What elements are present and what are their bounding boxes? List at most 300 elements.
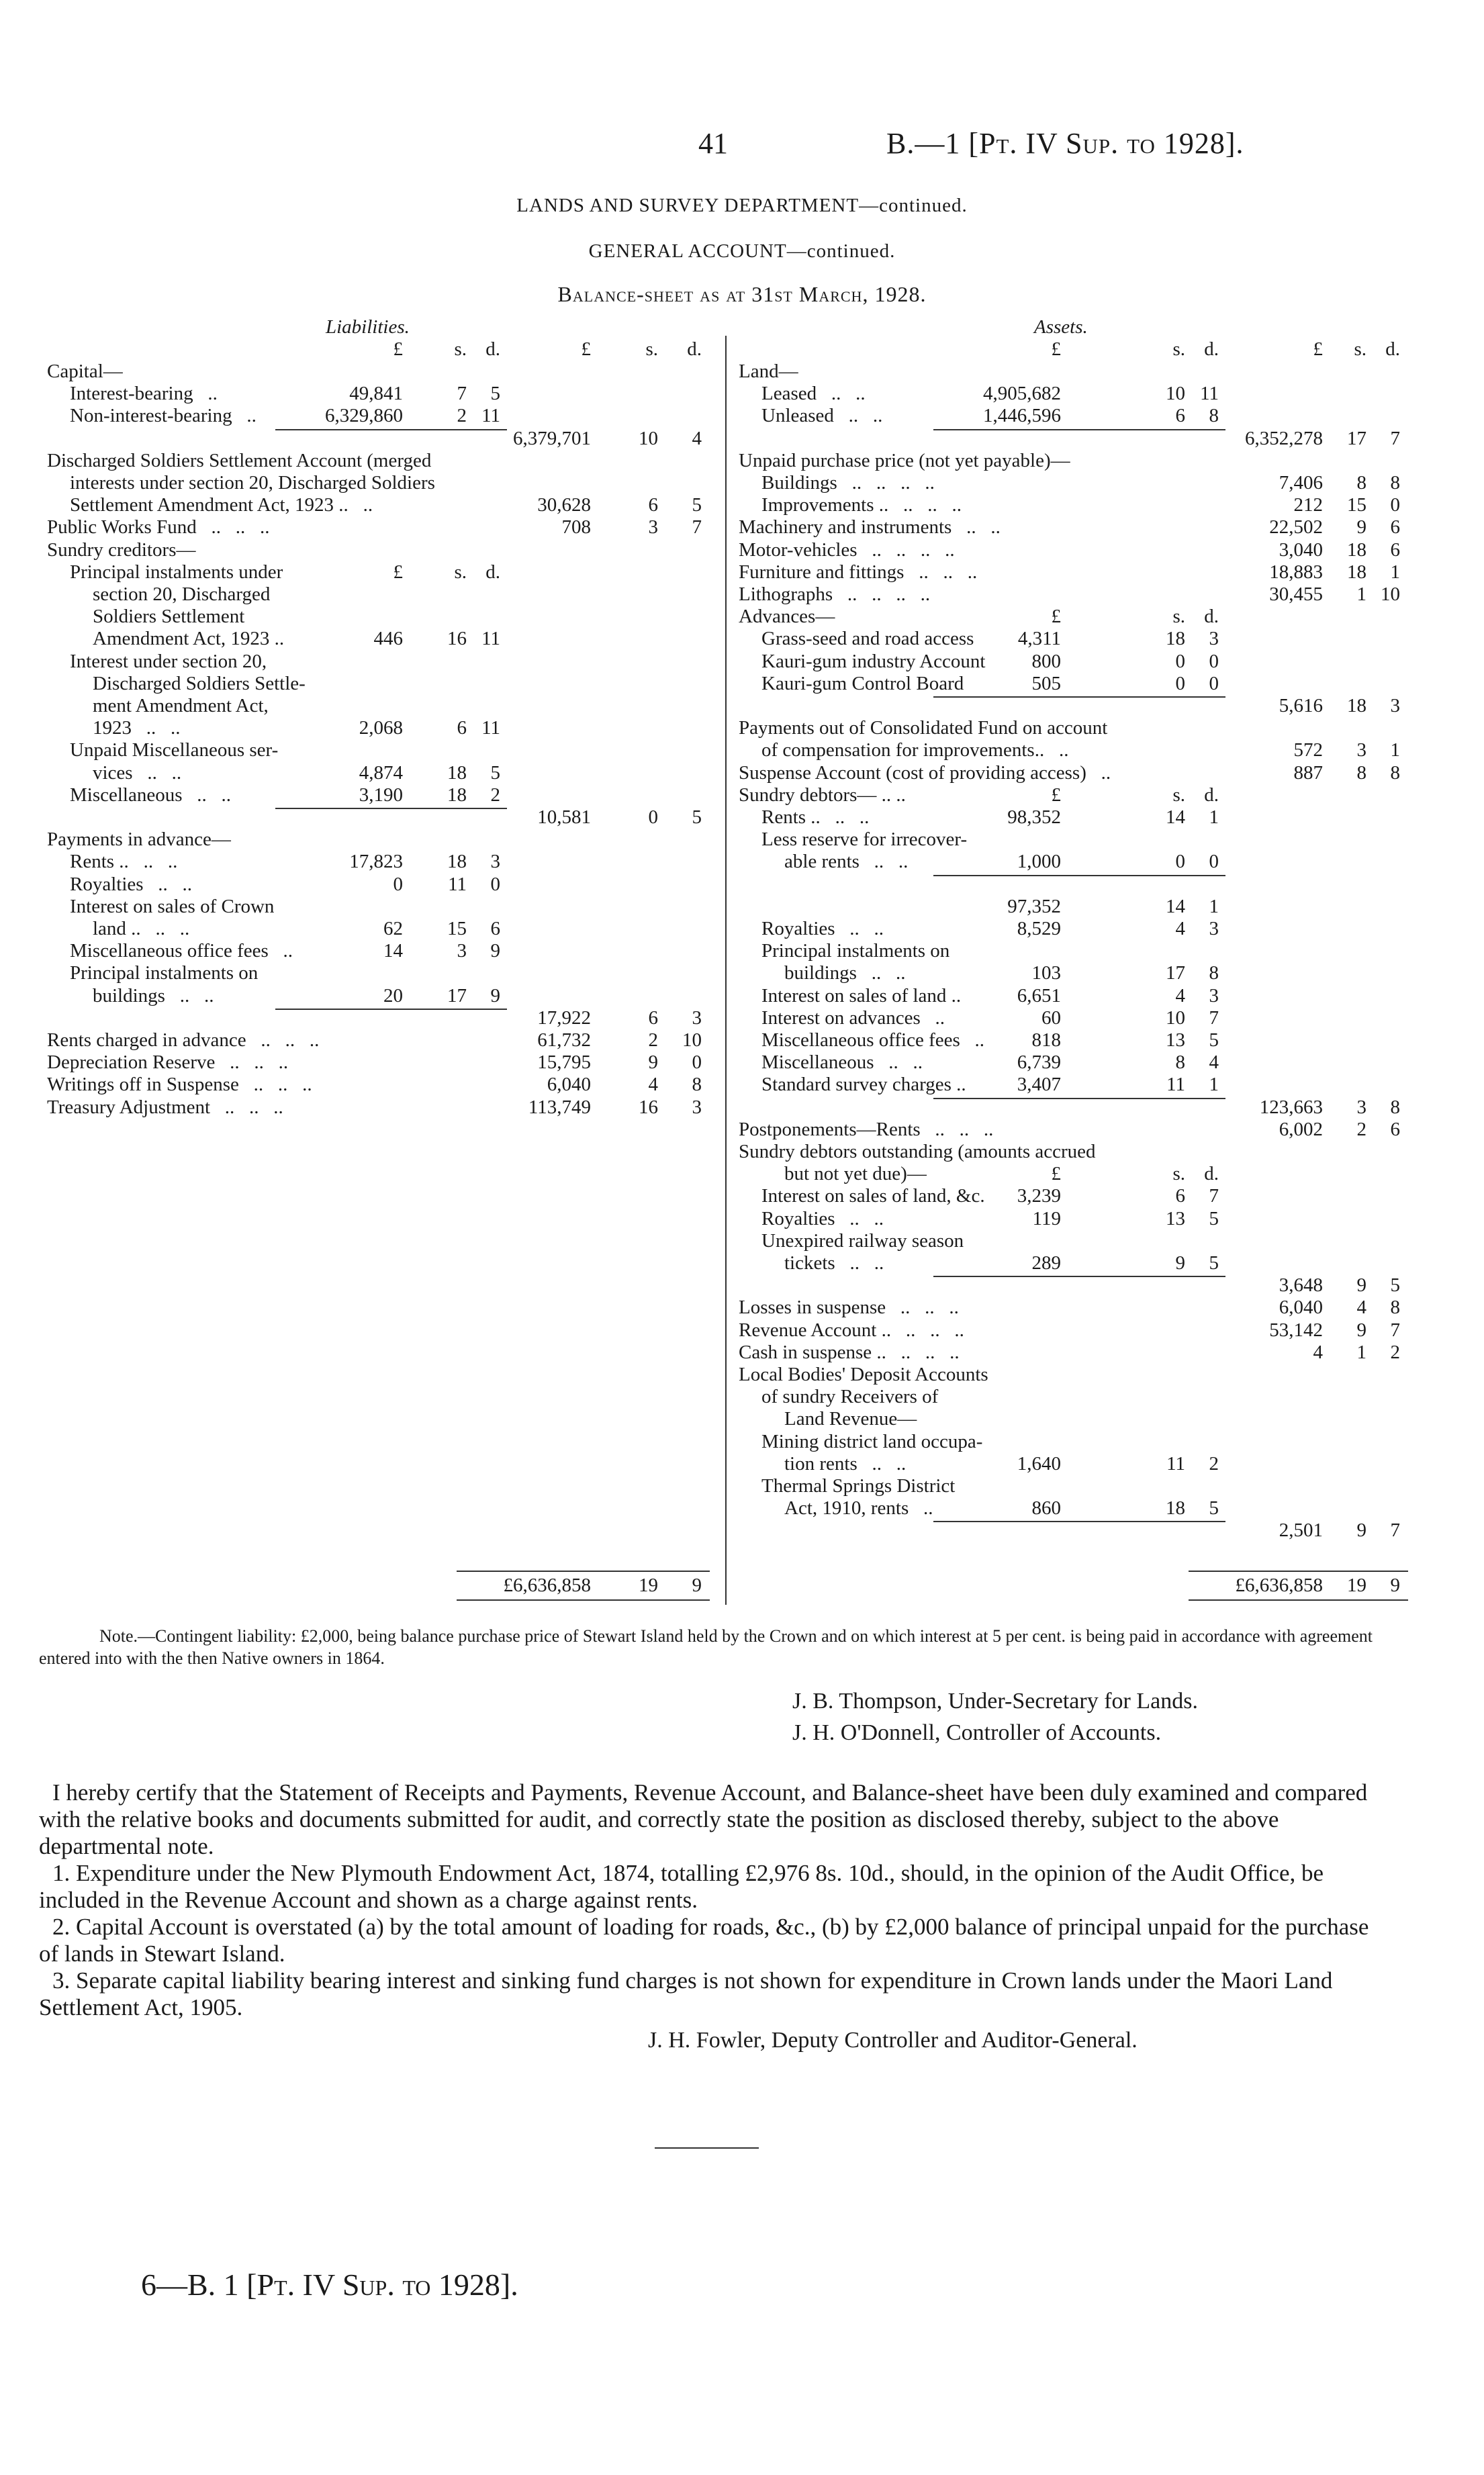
assets-amount-a-pounds: 860 xyxy=(1031,1497,1061,1520)
assets-line-label xyxy=(761,472,935,494)
assets-amount-b-pence: 8 xyxy=(1390,1096,1400,1118)
liabilities-amount-a-shillings: s. xyxy=(454,561,467,583)
line-text: Rents .. xyxy=(761,806,821,828)
assets-subtotal-rule xyxy=(933,1276,1225,1277)
line-text: Writings off in Suspense xyxy=(47,1074,239,1096)
leader-dots: .. xyxy=(348,494,373,516)
assets-line-label xyxy=(761,739,1068,761)
assets-amount-b-pounds: 6,002 xyxy=(1279,1118,1323,1140)
assets-line-label xyxy=(739,1319,964,1342)
assets-amount-a-pence: 1 xyxy=(1209,806,1219,828)
liabilities-amount-a-shillings: 3 xyxy=(457,940,467,962)
audit-certificate-point-1: 1. Expenditure under the New Plymouth Endowment Act, 1874, totalling £2,976 8s. 10d., should, in the opinion of the Audit Office, be included in the Revenue Account and shown as a charge against rents. xyxy=(39,1860,1324,1913)
liabilities-line-label xyxy=(70,962,258,984)
liabilities-line-label xyxy=(93,762,181,784)
assets-amount-a-pounds: 4,311 xyxy=(1017,628,1061,650)
line-text: Interest on sales of land, &c. xyxy=(761,1185,985,1207)
assets-amount-a-pounds: 289 xyxy=(1031,1252,1061,1274)
assets-line-label xyxy=(761,494,962,516)
leader-dots: .. .. .. xyxy=(238,1074,312,1096)
assets-line-label xyxy=(739,583,930,606)
line-text: Discharged Soldiers Settle- xyxy=(93,672,306,694)
line-text: Leased xyxy=(761,383,817,405)
line-text: Lithographs xyxy=(739,583,833,605)
assets-amount-a-pounds: 97,352 xyxy=(1007,895,1061,917)
liabilities-amount-a-pounds: £ xyxy=(393,561,403,583)
leader-dots: .. xyxy=(909,1497,933,1520)
liabilities-grand-total-shillings: 19 xyxy=(639,1575,658,1596)
assets-line-label xyxy=(784,851,908,873)
assets-amount-a-pence: 0 xyxy=(1209,650,1219,672)
liabilities-amount-a-pence: 5 xyxy=(490,761,500,784)
assets-line-label xyxy=(739,606,835,628)
liabilities-amount-b-pounds: 30,628 xyxy=(537,494,591,516)
liabilities-line-label xyxy=(93,606,244,628)
assets-amount-a-pence: 0 xyxy=(1209,851,1219,873)
assets-amount-a-pounds: 98,352 xyxy=(1007,806,1061,828)
assets-amount-a-pence: 8 xyxy=(1209,405,1219,427)
liabilities-amount-b-shillings: 6 xyxy=(648,1007,658,1029)
assets-amount-b-pence: 6 xyxy=(1390,539,1400,561)
assets-amount-a-pounds: 60 xyxy=(1041,1007,1061,1029)
assets-heading: Assets. xyxy=(1034,316,1088,338)
line-text: Principal instalments under xyxy=(70,561,283,583)
assets-amount-b-pounds: 4 xyxy=(1313,1341,1323,1363)
assets-amount-b-pence: 0 xyxy=(1390,494,1400,516)
liabilities-amount-b-pence: 3 xyxy=(692,1007,702,1029)
line-text: Payments in advance— xyxy=(47,829,231,851)
liabilities-amount-a-shillings: 18 xyxy=(447,851,467,873)
liabilities-amount-b-shillings: 6 xyxy=(648,494,658,516)
assets-amount-b-shillings: 2 xyxy=(1356,1118,1366,1140)
liabilities-amount-a-pence: 3 xyxy=(490,851,500,873)
assets-line-label xyxy=(739,1297,959,1319)
assets-amount-b-pounds: 2,501 xyxy=(1279,1520,1323,1542)
signature-under-secretary: J. B. Thompson, Under-Secretary for Lands. xyxy=(792,1689,1198,1714)
line-text: able rents xyxy=(784,851,860,873)
assets-amount-a-shillings: s. xyxy=(1172,784,1185,806)
liabilities-col-head-shillings-b: s. xyxy=(645,338,658,360)
assets-amount-b-pounds: 22,502 xyxy=(1269,516,1323,539)
assets-amount-b-pounds: 3,040 xyxy=(1279,539,1323,561)
leader-dots: .. .. xyxy=(833,405,883,427)
assets-grand-total-pence: 9 xyxy=(1390,1575,1400,1596)
leader-dots: .. xyxy=(268,940,293,962)
audit-certificate-point-2: 2. Capital Account is overstated (a) by the total amount of loading for roads, &c., (b) by £2,000 balance of principal unpaid for the purchase of lands in Stewart Island. xyxy=(39,1914,1369,1967)
assets-amount-a-shillings: 11 xyxy=(1166,1452,1185,1475)
line-text: Rents .. xyxy=(70,851,129,873)
assets-amount-b-pounds: 6,040 xyxy=(1279,1297,1323,1319)
line-text: Principal instalments on xyxy=(761,940,950,962)
assets-amount-a-pence: 1 xyxy=(1209,1074,1219,1096)
liabilities-amount-a-shillings: 18 xyxy=(447,784,467,806)
liabilities-amount-b-shillings: 2 xyxy=(648,1029,658,1051)
assets-amount-b-shillings: 18 xyxy=(1347,695,1366,716)
liabilities-amount-b-shillings: 3 xyxy=(648,516,658,539)
line-text: Cash in suspense .. xyxy=(739,1341,886,1363)
assets-amount-a-shillings: 13 xyxy=(1166,1029,1185,1051)
assets-line-label xyxy=(739,539,955,561)
line-text: but not yet due)— xyxy=(784,1163,927,1185)
leader-dots: .. .. xyxy=(132,761,182,784)
assets-line-label xyxy=(784,1252,884,1274)
liabilities-amount-b-shillings: 4 xyxy=(648,1074,658,1096)
assets-line-label xyxy=(761,806,869,829)
assets-line-label xyxy=(739,361,798,383)
liabilities-heading: Liabilities. xyxy=(326,316,410,338)
liabilities-amount-a-pence: 11 xyxy=(481,405,500,427)
assets-total-rule-bottom xyxy=(1189,1599,1408,1601)
assets-amount-a-pence: 11 xyxy=(1200,383,1219,405)
assets-amount-b-pence: 8 xyxy=(1390,761,1400,784)
line-text: Interest-bearing xyxy=(70,383,193,405)
line-text: Standard survey charges .. xyxy=(761,1074,966,1096)
assets-amount-a-pence: 5 xyxy=(1209,1207,1219,1229)
line-text: Rents charged in advance xyxy=(47,1029,246,1051)
line-text: buildings xyxy=(784,962,857,984)
line-text: Act, 1910, rents xyxy=(784,1497,909,1520)
assets-amount-a-pence: d. xyxy=(1204,1163,1219,1185)
assets-amount-b-pence: 6 xyxy=(1390,516,1400,539)
liabilities-amount-b-pounds: 10,581 xyxy=(537,806,591,828)
liabilities-line-label xyxy=(70,739,278,761)
assets-amount-a-pounds: 3,407 xyxy=(1017,1074,1061,1096)
liabilities-amount-b-pounds: 61,732 xyxy=(537,1029,591,1051)
line-text: Postponements—Rents xyxy=(739,1118,921,1140)
assets-amount-a-pence: d. xyxy=(1204,606,1219,628)
liabilities-amount-b-pence: 10 xyxy=(682,1029,702,1051)
assets-line-label xyxy=(761,1431,982,1453)
assets-amount-a-pence: 7 xyxy=(1209,1007,1219,1029)
assets-amount-a-shillings: 18 xyxy=(1166,628,1185,650)
leader-dots: .. .. xyxy=(143,873,193,895)
assets-col-head-pence-a: d. xyxy=(1204,338,1219,360)
liabilities-line-label xyxy=(47,1096,283,1119)
assets-amount-a-pounds: 800 xyxy=(1031,650,1061,672)
leader-dots: .. .. xyxy=(820,806,870,828)
liabilities-line-label xyxy=(70,383,218,405)
assets-amount-a-pounds: 3,239 xyxy=(1017,1185,1061,1207)
assets-line-label xyxy=(761,1386,938,1408)
liabilities-amount-a-shillings: 17 xyxy=(447,984,467,1007)
assets-amount-a-pence: 3 xyxy=(1209,984,1219,1007)
assets-amount-a-pounds: 1,640 xyxy=(1017,1452,1061,1475)
leader-dots: .. .. .. xyxy=(904,561,978,583)
assets-amount-a-pounds: 8,529 xyxy=(1017,918,1061,939)
assets-line-label xyxy=(739,784,906,806)
leader-dots: .. .. .. xyxy=(886,1297,959,1319)
liabilities-col-head-pounds-b: £ xyxy=(581,338,591,360)
assets-amount-b-pounds: 3,648 xyxy=(1279,1274,1323,1297)
liabilities-amount-a-shillings: 15 xyxy=(447,918,467,939)
assets-amount-b-pence: 1 xyxy=(1390,739,1400,761)
line-text: Unpaid Miscellaneous ser- xyxy=(70,739,279,761)
liabilities-grand-total-pence: 9 xyxy=(692,1575,702,1596)
leader-dots: .. .. .. xyxy=(920,1118,994,1140)
assets-amount-a-pounds: 1,446,596 xyxy=(983,405,1061,427)
line-text: Losses in suspense xyxy=(739,1297,886,1319)
assets-amount-b-pence: 3 xyxy=(1390,695,1400,716)
assets-line-label xyxy=(739,717,1107,739)
assets-line-label xyxy=(761,1007,945,1029)
assets-col-head-pounds-b: £ xyxy=(1313,338,1323,360)
liabilities-amount-b-pounds: 6,379,701 xyxy=(513,427,591,449)
line-text: section 20, Discharged xyxy=(93,583,271,605)
line-text: Mining district land occupa- xyxy=(761,1430,983,1452)
leader-dots: .. .. xyxy=(874,1052,923,1074)
liabilities-amount-b-pence: 5 xyxy=(692,494,702,516)
liabilities-amount-b-pence: 3 xyxy=(692,1096,702,1118)
assets-total-rule-top xyxy=(1189,1571,1408,1572)
assets-subtotal-rule xyxy=(933,1521,1225,1522)
liabilities-line-label xyxy=(70,561,283,583)
assets-amount-a-pence: 1 xyxy=(1209,895,1219,917)
liabilities-amount-b-pence: 7 xyxy=(692,516,702,539)
line-text: of sundry Receivers of xyxy=(761,1386,939,1408)
assets-amount-b-pence: 8 xyxy=(1390,472,1400,494)
liabilities-col-head-pounds-a: £ xyxy=(393,338,403,360)
assets-line-label xyxy=(784,1453,906,1475)
assets-amount-a-pence: 8 xyxy=(1209,962,1219,984)
liabilities-line-label xyxy=(70,405,257,427)
assets-amount-a-pounds: 103 xyxy=(1031,962,1061,984)
liabilities-line-label xyxy=(47,1074,312,1096)
leader-dots: .. .. xyxy=(128,851,178,873)
liabilities-amount-a-shillings: 6 xyxy=(457,717,467,739)
line-text: Interest on advances xyxy=(761,1007,921,1029)
assets-amount-b-pounds: 30,455 xyxy=(1269,583,1323,605)
assets-amount-b-pounds: 6,352,278 xyxy=(1245,427,1323,449)
assets-amount-a-pence: 3 xyxy=(1209,918,1219,939)
liabilities-line-label xyxy=(70,651,267,673)
line-text: Non-interest-bearing xyxy=(70,405,232,427)
line-text: Local Bodies' Deposit Accounts xyxy=(739,1364,988,1385)
line-text: Motor-vehicles xyxy=(739,539,857,561)
liabilities-amount-a-pounds: 2,068 xyxy=(359,717,403,739)
department-title: LANDS AND SURVEY DEPARTMENT—continued. xyxy=(516,195,968,216)
assets-line-label xyxy=(761,829,967,851)
balance-sheet-title: Balance-sheet as at 31st March, 1928. xyxy=(557,282,927,306)
assets-amount-a-shillings: 14 xyxy=(1166,895,1185,917)
assets-line-label xyxy=(739,516,1001,539)
liabilities-amount-b-pounds: 113,749 xyxy=(528,1096,591,1118)
liabilities-line-label xyxy=(70,851,177,873)
line-text: Royalties xyxy=(761,918,835,939)
line-text: Advances— xyxy=(739,606,835,628)
liabilities-line-label xyxy=(93,985,214,1007)
line-text: Miscellaneous xyxy=(70,784,183,806)
assets-amount-b-shillings: 3 xyxy=(1356,1096,1366,1118)
assets-amount-b-pence: 10 xyxy=(1381,583,1400,605)
leader-dots: .. .. .. xyxy=(891,1319,964,1341)
assets-amount-a-pounds: 119 xyxy=(1032,1207,1061,1229)
liabilities-amount-a-pence: 6 xyxy=(490,918,500,939)
assets-amount-b-shillings: 9 xyxy=(1356,516,1366,539)
liabilities-amount-a-pence: 0 xyxy=(490,873,500,895)
assets-amount-b-shillings: 8 xyxy=(1356,472,1366,494)
liabilities-amount-a-pounds: 3,190 xyxy=(359,784,403,806)
assets-amount-b-shillings: 18 xyxy=(1347,539,1366,561)
assets-col-head-pounds-a: £ xyxy=(1051,338,1061,360)
liabilities-col-head-pence-a: d. xyxy=(485,338,500,360)
liabilities-amount-a-pounds: 4,874 xyxy=(359,761,403,784)
liabilities-amount-b-pence: 4 xyxy=(692,427,702,449)
liabilities-amount-a-pence: 9 xyxy=(490,940,500,962)
assets-amount-b-pence: 8 xyxy=(1390,1297,1400,1319)
assets-amount-a-shillings: 4 xyxy=(1175,984,1185,1007)
leader-dots: .. .. .. xyxy=(215,1052,289,1074)
assets-amount-a-pounds: 1,000 xyxy=(1017,851,1061,873)
line-text: Unexpired railway season xyxy=(761,1229,964,1252)
assets-amount-b-shillings: 9 xyxy=(1356,1274,1366,1297)
assets-amount-b-shillings: 4 xyxy=(1356,1297,1366,1319)
leader-dots: .. .. .. .. xyxy=(837,472,935,494)
liabilities-line-label xyxy=(47,516,269,539)
line-text: Thermal Springs District xyxy=(761,1475,956,1497)
line-text: Treasury Adjustment xyxy=(47,1096,211,1118)
line-text: tion rents xyxy=(784,1452,857,1475)
line-text: Miscellaneous office fees xyxy=(70,940,269,962)
assets-amount-a-shillings: 0 xyxy=(1175,851,1185,873)
assets-line-label xyxy=(739,1342,960,1364)
assets-amount-b-shillings: 1 xyxy=(1356,583,1366,605)
assets-line-label xyxy=(784,1163,927,1185)
assets-amount-b-pence: 7 xyxy=(1390,1520,1400,1542)
assets-col-head-pence-b: d. xyxy=(1385,338,1400,360)
leader-dots: .. xyxy=(1086,761,1111,784)
assets-amount-a-shillings: 8 xyxy=(1175,1052,1185,1074)
line-text: vices xyxy=(93,761,133,784)
leader-dots: .. .. .. xyxy=(210,1096,283,1118)
line-text: Furniture and fittings xyxy=(739,561,905,583)
liabilities-line-label xyxy=(47,1029,319,1052)
liabilities-amount-a-pounds: 446 xyxy=(373,628,403,650)
liabilities-line-label xyxy=(93,628,284,650)
liabilities-total-rule-top xyxy=(457,1571,710,1572)
liabilities-amount-a-pence: 9 xyxy=(490,984,500,1007)
liabilities-amount-a-pounds: 49,841 xyxy=(349,383,403,405)
line-text: tickets xyxy=(784,1252,835,1274)
assets-line-label xyxy=(739,1364,988,1386)
leader-dots: .. .. .. .. xyxy=(833,583,931,605)
assets-line-label xyxy=(761,918,884,940)
liabilities-line-label xyxy=(93,695,269,717)
assets-line-label xyxy=(739,561,977,583)
signature-controller: J. H. O'Donnell, Controller of Accounts. xyxy=(792,1720,1162,1745)
assets-subtotal-rule xyxy=(933,696,1225,698)
line-text: Suspense Account (cost of providing access) xyxy=(739,761,1086,784)
assets-amount-b-shillings: 17 xyxy=(1347,427,1366,449)
assets-amount-a-pence: 5 xyxy=(1209,1252,1219,1274)
leader-dots: .. xyxy=(1044,739,1069,761)
line-text: Revenue Account .. xyxy=(739,1319,892,1341)
assets-amount-b-pounds: 7,406 xyxy=(1279,472,1323,494)
line-text: ment Amendment Act, xyxy=(93,695,269,716)
assets-amount-b-pence: 7 xyxy=(1390,1319,1400,1341)
assets-subtotal-rule xyxy=(933,1098,1225,1099)
leader-dots: .. .. xyxy=(182,784,232,806)
assets-amount-a-pounds: £ xyxy=(1051,606,1061,628)
leader-dots: .. .. xyxy=(165,984,214,1007)
assets-amount-b-shillings: 3 xyxy=(1356,739,1366,761)
assets-line-label xyxy=(739,1141,1096,1163)
liabilities-col-head-pence-b: d. xyxy=(687,338,702,360)
assets-amount-b-pence: 2 xyxy=(1390,1341,1400,1363)
line-text: of compensation for improvements.. xyxy=(761,739,1045,761)
liabilities-amount-b-pounds: 6,040 xyxy=(547,1074,591,1096)
liabilities-line-label xyxy=(93,918,189,940)
assets-subtotal-rule xyxy=(933,429,1225,430)
assets-line-label xyxy=(739,762,1111,784)
assets-amount-a-pence: 4 xyxy=(1209,1052,1219,1074)
line-text: Amendment Act, 1923 .. xyxy=(93,628,285,650)
signature-auditor-general: J. H. Fowler, Deputy Controller and Auditor-General. xyxy=(648,2028,1138,2053)
assets-amount-a-pence: 2 xyxy=(1209,1452,1219,1475)
line-text: Royalties xyxy=(761,1207,835,1229)
assets-amount-b-shillings: 9 xyxy=(1356,1319,1366,1341)
liabilities-line-label xyxy=(47,361,123,383)
line-text: Royalties xyxy=(70,873,144,895)
leader-dots: .. .. xyxy=(132,717,181,739)
liabilities-line-label xyxy=(47,1052,288,1074)
assets-amount-a-shillings: 10 xyxy=(1166,1007,1185,1029)
assets-grand-total-pounds: £6,636,858 xyxy=(1235,1575,1323,1596)
leader-dots: .. .. xyxy=(835,1252,884,1274)
leader-dots: .. .. xyxy=(857,1452,907,1475)
liabilities-amount-a-shillings: 7 xyxy=(457,383,467,405)
assets-line-label xyxy=(784,1408,917,1430)
assets-line-label xyxy=(739,1119,993,1141)
line-text: Interest on sales of Crown xyxy=(70,895,275,917)
assets-amount-a-pounds: £ xyxy=(1051,1163,1061,1185)
leader-dots: .. .. xyxy=(140,918,190,939)
assets-line-label xyxy=(761,405,882,427)
liabilities-amount-a-shillings: 11 xyxy=(448,873,467,895)
assets-amount-b-pounds: 212 xyxy=(1293,494,1323,516)
liabilities-amount-a-pounds: 0 xyxy=(393,873,403,895)
assets-amount-a-pounds: 6,739 xyxy=(1017,1052,1061,1074)
leader-dots: .. .. .. xyxy=(196,516,270,539)
liabilities-line-label xyxy=(47,829,231,851)
leader-dots: .. .. .. xyxy=(246,1029,320,1051)
audit-certificate-intro: I hereby certify that the Statement of Receipts and Payments, Revenue Account, and Balance-sheet have been duly examined and compared with the relative books and documents submitted for audit, and correctly state the position as disclosed thereby, subject to the above departmental note. xyxy=(39,1779,1368,1859)
liabilities-line-label xyxy=(93,583,270,606)
assets-amount-b-shillings: 9 xyxy=(1356,1520,1366,1542)
line-text: Interest on sales of land .. xyxy=(761,984,962,1007)
assets-amount-b-shillings: 18 xyxy=(1347,561,1366,583)
liabilities-line-label xyxy=(47,539,196,561)
liabilities-amount-a-pounds: 14 xyxy=(383,940,403,962)
leader-dots: .. .. xyxy=(817,383,866,405)
page-number: 41 xyxy=(698,127,728,160)
assets-amount-a-shillings: s. xyxy=(1172,1163,1185,1185)
assets-amount-a-pence: 7 xyxy=(1209,1185,1219,1207)
assets-amount-b-shillings: 15 xyxy=(1347,494,1366,516)
assets-amount-a-pence: d. xyxy=(1204,784,1219,806)
assets-amount-b-pence: 5 xyxy=(1390,1274,1400,1297)
assets-amount-b-pounds: 572 xyxy=(1293,739,1323,761)
line-text: Soldiers Settlement xyxy=(93,606,245,628)
liabilities-amount-b-shillings: 0 xyxy=(648,806,658,828)
assets-amount-b-pounds: 887 xyxy=(1293,761,1323,784)
line-text: interests under section 20, Discharged Soldiers xyxy=(70,472,435,494)
leader-dots: .. xyxy=(960,1029,985,1051)
liabilities-amount-a-pence: 11 xyxy=(481,717,500,739)
leader-dots: .. .. .. xyxy=(888,494,962,516)
line-text: Principal instalments on xyxy=(70,962,259,984)
liabilities-amount-a-shillings: 2 xyxy=(457,405,467,427)
footer-rule xyxy=(655,2147,759,2149)
